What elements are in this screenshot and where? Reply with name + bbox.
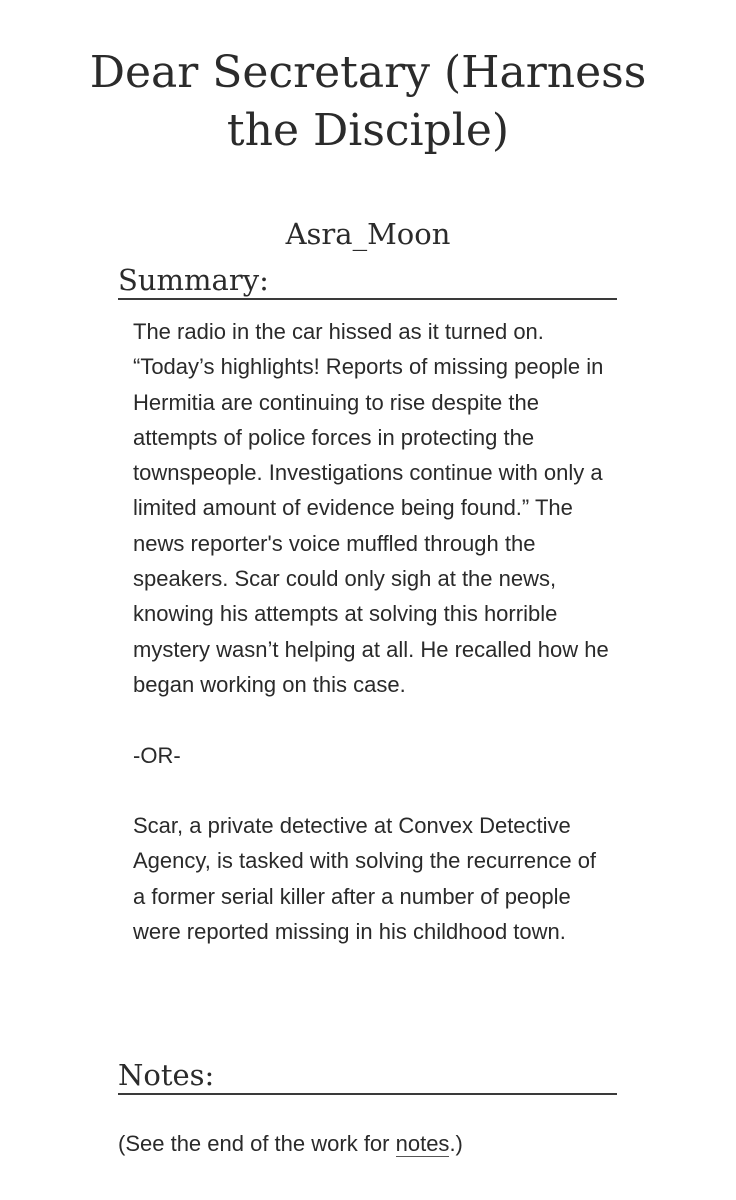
notes-heading: Notes:: [118, 1057, 617, 1095]
notes-text-before: (See the end of the work for: [118, 1131, 396, 1156]
summary-paragraph: -OR-: [133, 742, 181, 768]
work-title: Dear Secretary (Harness the Disciple): [89, 47, 647, 156]
notes-block: [118, 1126, 678, 1161]
summary-block: [133, 314, 613, 985]
summary-paragraph: The radio in the car hissed as it turned on. “Today’s highlights! Reports of missing people in Hermitia are continuing to rise despite the attempts of police forces in protecting the townspeople. Investigations continue with only a limited amount of evidence being found.” The news reporter's voice muffled through the speakers. Scar could only sigh at the news, knowing his attempts at solving this horrible mystery wasn’t helping at all. He recalled how he began working on this case.: [133, 319, 609, 697]
work-author[interactable]: Asra_Moon: [285, 217, 451, 251]
summary-paragraph: Scar, a private detective at Convex Detective Agency, is tasked with solving the recurrence of a former serial killer after a number of people were reported missing in his childhood town.: [133, 813, 597, 945]
notes-link[interactable]: notes: [395, 1131, 450, 1156]
summary-heading: Summary:: [118, 262, 617, 300]
notes-text-after: .): [449, 1131, 463, 1156]
